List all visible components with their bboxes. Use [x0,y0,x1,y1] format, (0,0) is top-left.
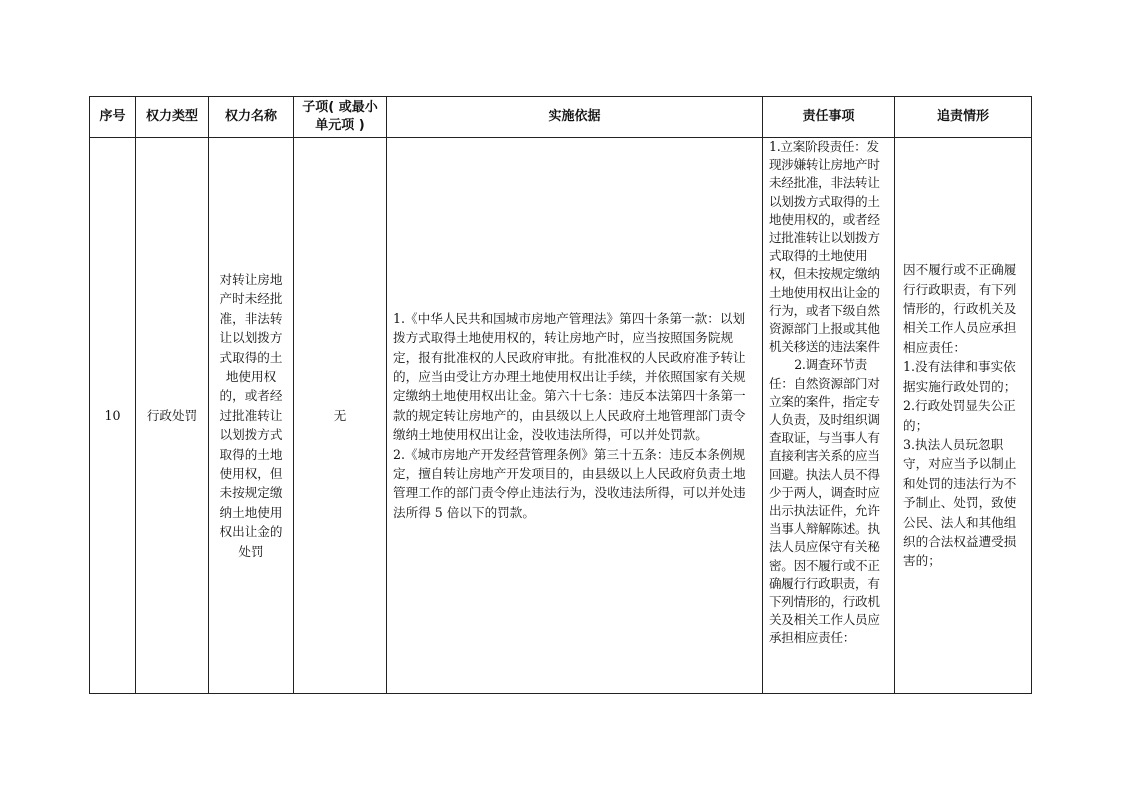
header-accountability: 追责情形 [895,97,1032,138]
header-seq: 序号 [90,97,136,138]
cell-responsibility [763,138,895,694]
cell-accountability [895,138,1032,694]
header-power-type: 权力类型 [136,97,209,138]
header-responsibility: 责任事项 [763,97,895,138]
accountability-item-2: 2.行政处罚显失公正的； [903,398,1016,433]
cell-power-type: 行政处罚 [136,138,209,694]
responsibility-item-2: 2.调查环节责任：自然资源部门对立案的案件，指定专人负责，及时组织调查取证，与当事人有直接利害关系的应当回避。执法人员不得少于两人，调查时应出示执法证件，允许当事人辩解陈述。执法人员应保守有关秘密。因不履行或不正确履行行政职责，有下列情形的，行政机关及相关工作人员应承担相应责任： [769,357,880,646]
accountability-item-intro: 因不履行或不正确履行行政职责，有下列情形的，行政机关及相关工作人员应承担相应责任： [903,262,1017,355]
responsibility-item-1: 1.立案阶段责任：发现涉嫌转让房地产时未经批准，非法转让以划拨方式取得的土地使用权的，或者经过批准转让以划拨方式取得的土地使用权，但未按规定缴纳土地使用权出让金的行为，或者下级自然资源部门上报或其他机关移送的违法案件 [769,139,880,355]
cell-subitem: 无 [294,138,387,694]
power-list-table [89,96,1032,694]
basis-paragraph-1: 1.《中华人民共和国城市房地产管理法》第四十条第一款：以划拨方式取得土地使用权的，转让房地产时，应当按照国务院规定，报有批准权的人民政府审批。有批准权的人民政府准予转让的，应当由受让方办理土地使用权出让手续，并依照国家有关规定缴纳土地使用权出让金。第六十七条：违反本法第四十条第一款的规定转让房地产的，由县级以上人民政府土地管理部门责令缴纳土地使用权出让金，没收违法所得，可以并处罚款。 [393,310,746,443]
cell-power-name [209,138,294,694]
cell-seq: 10 [90,138,136,694]
power-name-text: 对转让房地产时未经批准，非法转让以划拨方式取得的土地使用权的，或者经过批准转让以划拨方式取得的土地使用权，但未按规定缴纳土地使用权出让金的处罚 [219,271,283,559]
header-subitem [294,97,387,138]
header-basis: 实施依据 [387,97,763,138]
header-power-name: 权力名称 [209,97,294,138]
cell-basis [387,138,763,694]
basis-paragraph-2: 2.《城市房地产开发经营管理条例》第三十五条：违反本条例规定，擅自转让房地产开发项目的，由县级以上人民政府负责土地管理工作的部门责令停止违法行为，没收违法所得，可以并处违法所得 5 倍以下的罚款。 [393,446,746,520]
table-header-row [90,97,1032,138]
header-subitem-text: 子项( 或最小单元项 ) [302,100,378,133]
accountability-item-3: 3.执法人员玩忽职守，对应当予以制止和处罚的违法行为不予制止、处罚，致使公民、法人和其他组织的合法权益遭受损害的； [903,436,1017,569]
table-row [90,138,1032,694]
accountability-item-1: 1.没有法律和事实依据实施行政处罚的； [903,359,1017,394]
